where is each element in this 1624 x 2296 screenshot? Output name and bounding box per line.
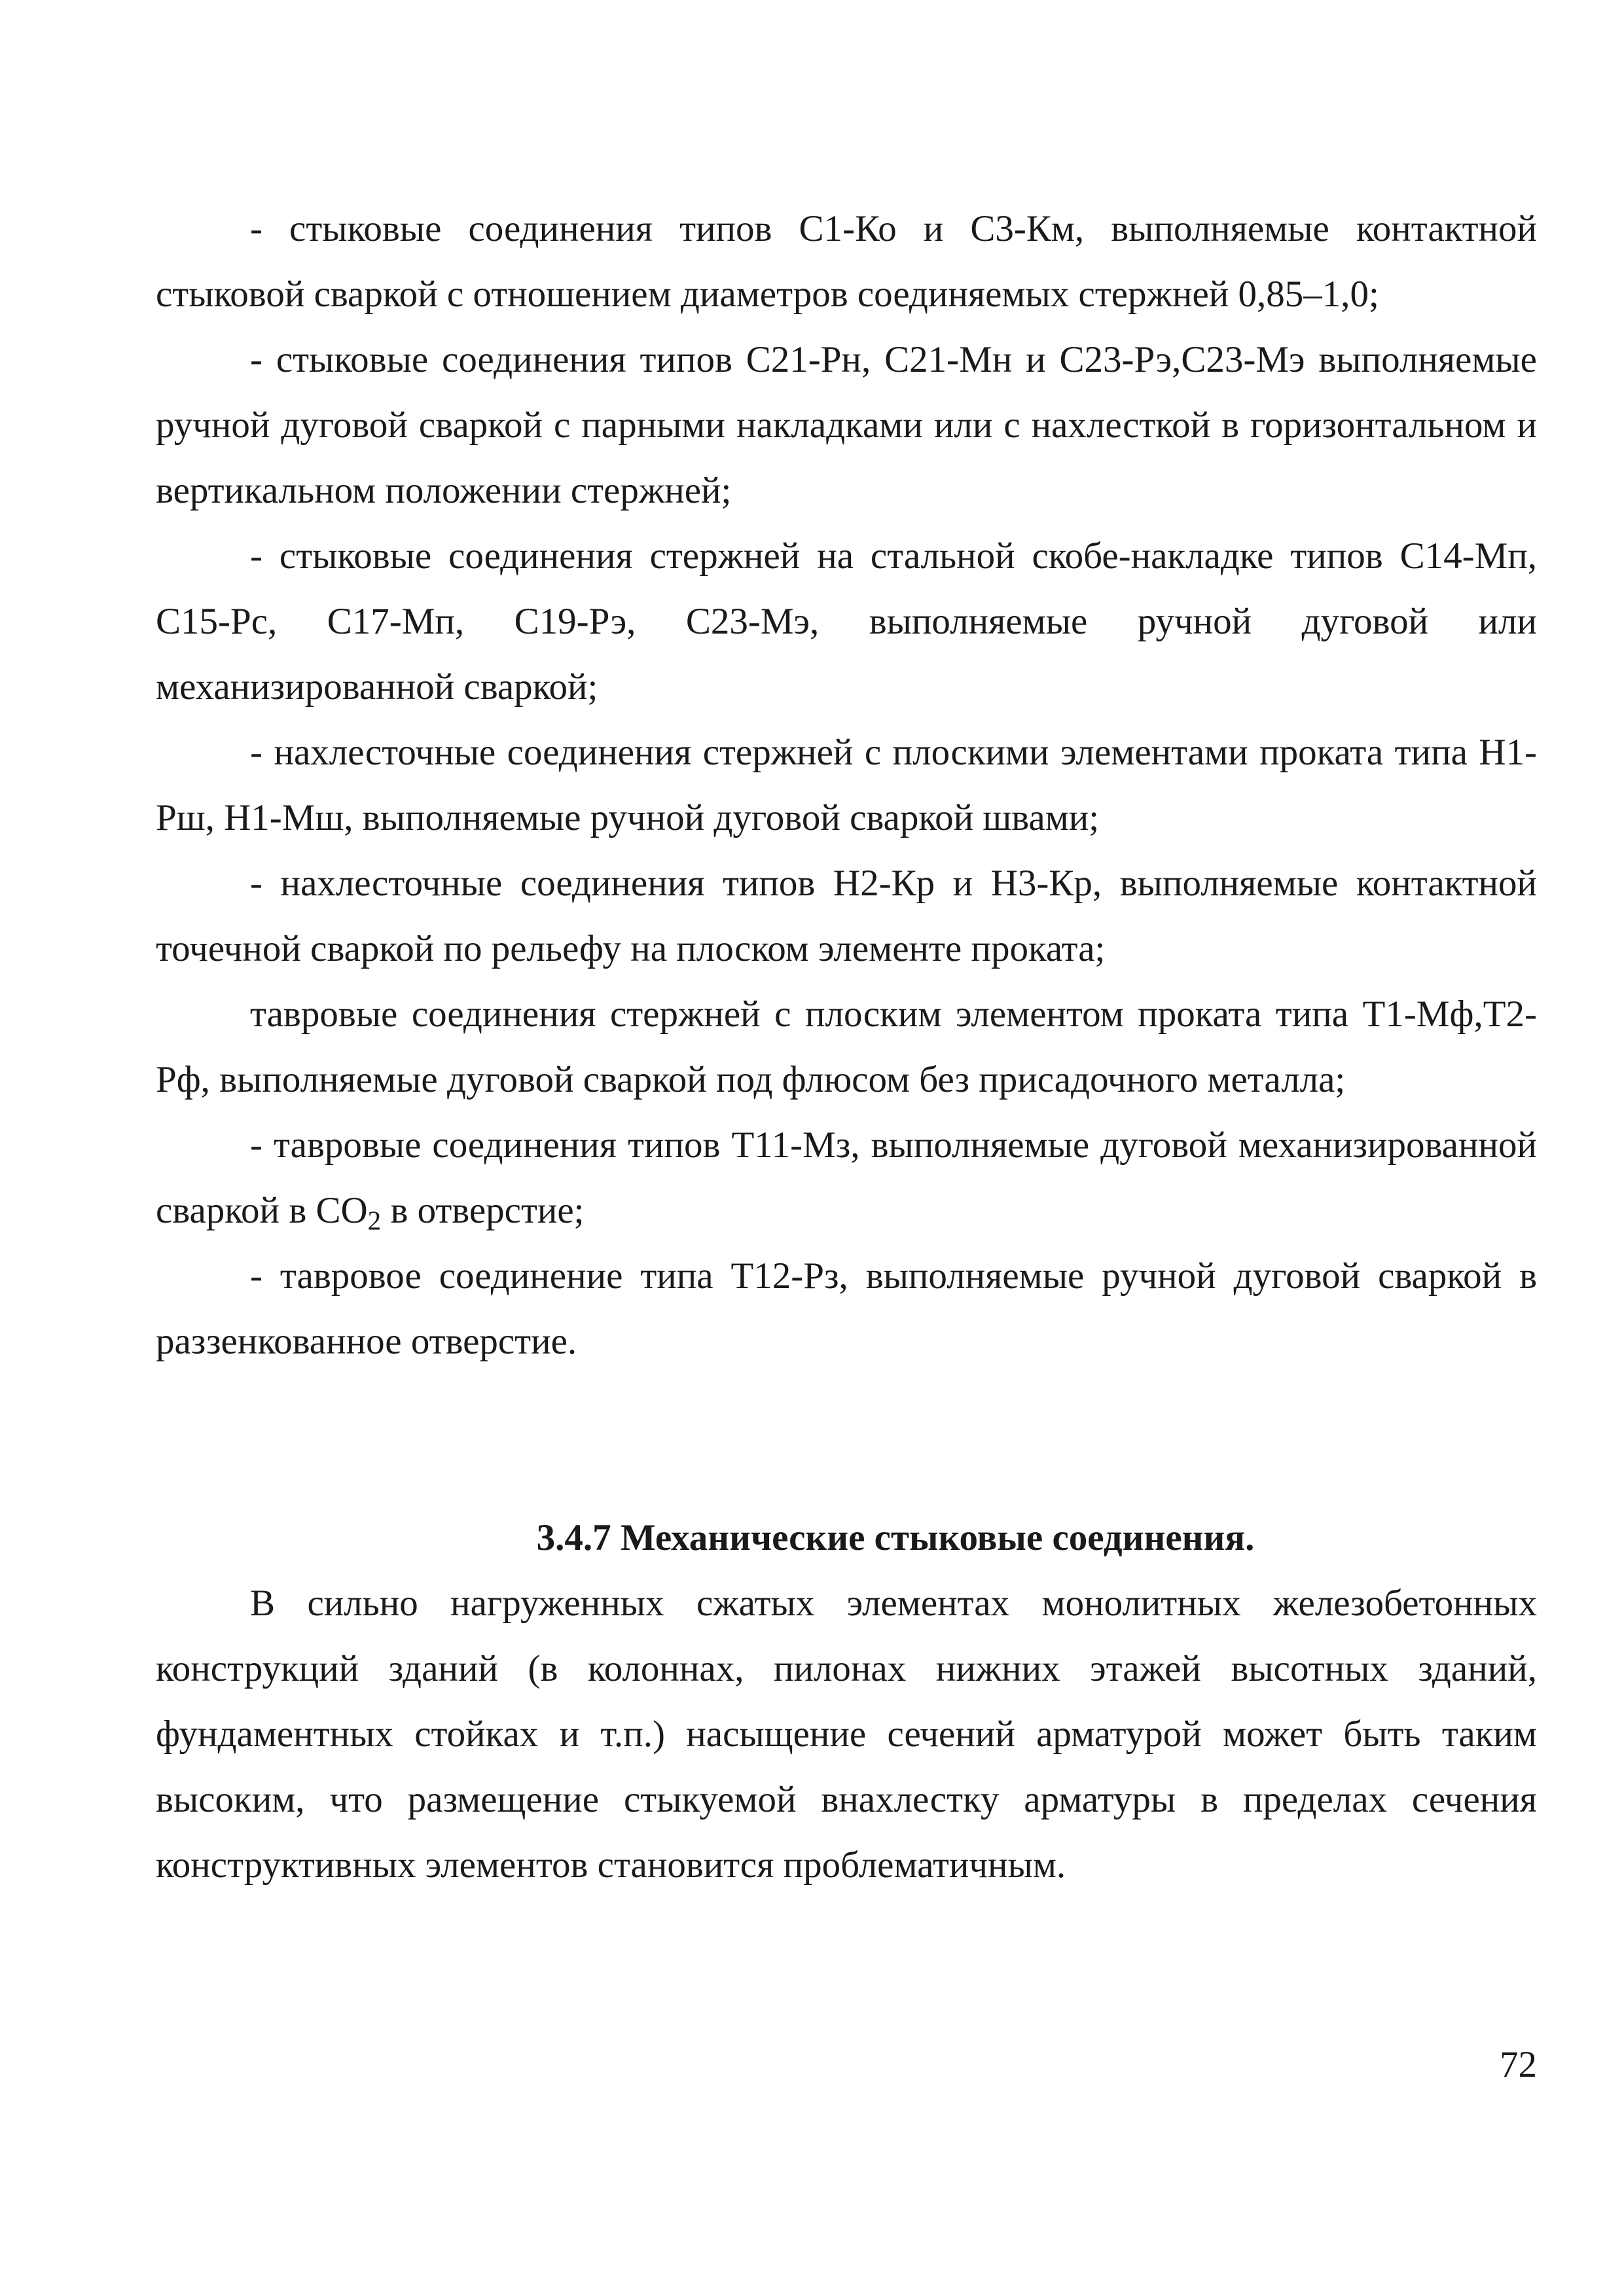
list-item-lap-joints-h1: - нахлесточные соединения стержней с плоскими элементами проката типа Н1-Рш, Н1-Мш, выполняемые ручной дуговой сваркой швами; [156, 732, 1537, 838]
page-number: 72 [1500, 2044, 1537, 2085]
list-item-butt-joints-bracket: - стыковые соединения стержней на стальной скобе-накладке типов С14-Мп, С15-Рс, С17-Мп, С19-Рэ, С23-Мэ, выполняемые ручной дуговой или механизированной сваркой; [156, 535, 1537, 708]
t11-text-after: в отверстие; [381, 1190, 585, 1231]
list-item-tee-joints-t1-t2: тавровые соединения стержней с плоским элементом проката типа Т1-Мф,Т2-Рф, выполняемые дуговой сваркой под флюсом без присадочного металла; [156, 994, 1537, 1100]
co2-subscript: 2 [367, 1205, 382, 1236]
list-item-lap-joints-h2-h3: - нахлесточные соединения типов Н2-Кр и Н3-Кр, выполняемые контактной точечной сваркой по рельефу на плоском элементе проката; [156, 863, 1537, 969]
list-item-tee-joints-t11 [156, 1113, 1537, 1244]
t11-text-before: - тавровые соединения типов Т11-Мз, выполняемые дуговой механизированной сваркой в СО [156, 1124, 1537, 1231]
list-item-tee-joint-t12: - тавровое соединение типа Т12-Рз, выполняемые ручной дуговой сваркой в раззенкованное отверстие. [156, 1255, 1537, 1362]
list-item-butt-joints-c1-c3: - стыковые соединения типов С1-Ко и С3-Км, выполняемые контактной стыковой сваркой с отношением диаметров соединяемых стержней 0,85–1,0; [156, 208, 1537, 315]
list-item-butt-joints-c21-c23: - стыковые соединения типов С21-Рн, С21-Мн и С23-Рэ,С23-Мэ выполняемые ручной дуговой сваркой с парными накладками или с нахлесткой в горизонтальном и вертикальном положении стержней; [156, 339, 1537, 511]
section-paragraph: В сильно нагруженных сжатых элементах монолитных железобетонных конструкций зданий (в колоннах, пилонах нижних этажей высотных зданий, фундаментных стойках и т.п.) насыщение сечений арматурой может быть таким высоким, что размещение стыкуемой внахлестку арматуры в пределах сечения конструктивных элементов становится проблематичным. [156, 1583, 1537, 1886]
page-content [156, 196, 1537, 1898]
section-heading: 3.4.7 Механические стыковые соединения. [536, 1517, 1255, 1558]
